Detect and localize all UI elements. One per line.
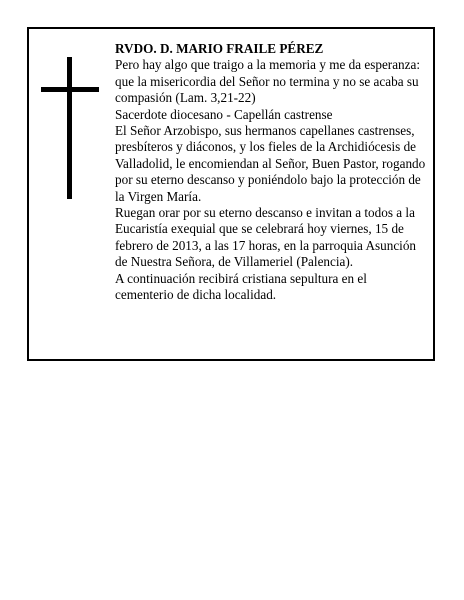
deceased-title: Sacerdote diocesano - Capellán castrense (115, 106, 333, 122)
cross-icon (41, 57, 101, 199)
notice-text (115, 41, 427, 304)
obituary-notice (27, 27, 435, 361)
deceased-name: RVDO. D. MARIO FRAILE PÉREZ (115, 41, 324, 56)
mourners-paragraph: El Señor Arzobispo, sus hermanos capellanes castrenses, presbíteros y diáconos, y los fieles de la Archidiócesis de Valladolid, le encomiendan al Señor, Buen Pastor, rogando por su eterno descanso y poniéndolo bajo la protección de la Virgen María. (115, 123, 426, 204)
burial-paragraph: A continuación recibirá cristiana sepultura en el cementerio de dicha localidad. (115, 270, 367, 303)
cross-horizontal-bar (41, 87, 99, 92)
cross-vertical-bar (67, 57, 72, 199)
scripture-quote: Pero hay algo que traigo a la memoria y me da esperanza: que la misericordia del Señor no termina y no se acaba su compasión (Lam. 3,21-22) (115, 57, 421, 106)
funeral-paragraph: Ruegan orar por su eterno descanso e invitan a todos a la Eucaristía exequial que se celebrará hoy viernes, 15 de febrero de 2013, a las 17 horas, en la parroquia Asunción de Nuestra Señora, de Villameriel (Palencia). (115, 205, 417, 270)
